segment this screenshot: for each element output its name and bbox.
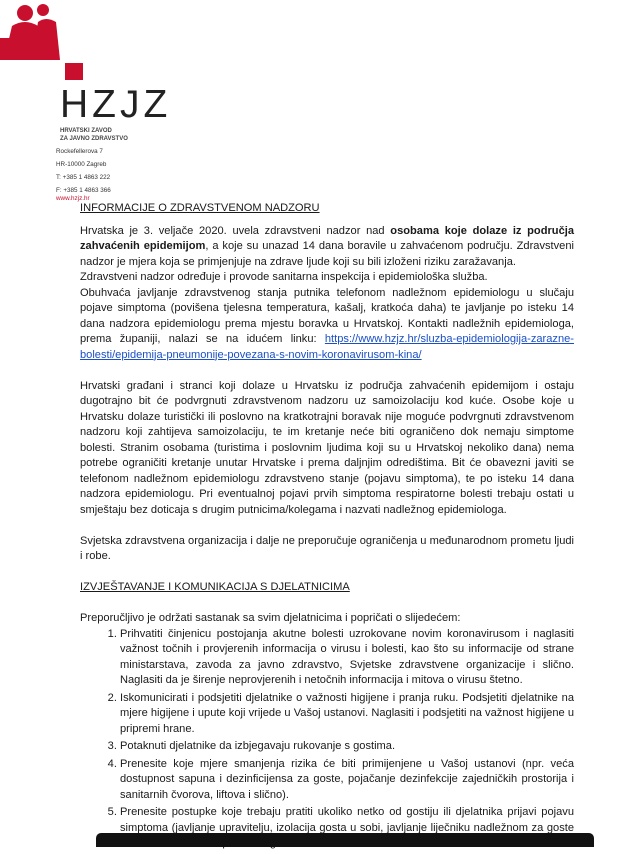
viewer-bottom-bar (96, 833, 594, 847)
hzjz-logo-square (65, 63, 83, 80)
hzjz-logo-figure-icon (0, 0, 60, 60)
section1-title: INFORMACIJE O ZDRAVSTVENOM NADZORU (80, 202, 320, 214)
epidemiologist-contacts-link[interactable]: https://www.hzjz.hr/sluzba-epidemiologija-zarazne-bolesti/epidemija-pneumonije-povezana-s-novim-koronavirusom-kina/ (80, 333, 574, 361)
p1-text-b: , a koje su unazad 14 dana boravile u zahvaćenom području. Zdravstveni nadzor je mjera koja se primjenjuje na zdrave ljude koji su bili izloženi riziku zaražavanja. (80, 240, 574, 268)
paragraph-5: Svjetska zdravstvena organizacija i dalje ne preporučuje ograničenja u međunarodnom prometu ljudi i robe. (80, 534, 574, 562)
p1-bold: osobama koje dolaze iz područja zahvaćenih epidemijom (80, 224, 574, 252)
paragraph-4: Hrvatski građani i stranci koji dolaze u Hrvatsku iz područja zahvaćenih epidemijom i ostaju dugotrajno bit će podvrgnuti zdravstvenom nadzoru uz samoizolaciju kod kuće. Osobe koje u Hrvatsku dolaze turistički ili poslovno na kratkotrajni boravak nije moguće podvrgnuti zdravstvenom nadzoru koji zahtijeva samoizolaciju, te im kretanje neće biti ograničeno dok nemaju simptome bolesti. Stranim osobama (turistima i poslovnim ljudima koji su u Hrvatskoj nekoliko dana) nema potrebe ograničiti kretanje unutar Hrvatske i prema daljnjim odredištima. Bit će obavezni javiti se telefonom nadležnom epidemiologu zdravstveno stanje (pojavu simptoma), te po isteku 14 dana nadzora epidemiologu. Pri eventualnoj pojavi prvih simptoma respiratorne bolesti trebaju ostati u smještaju bez doticaja s drugim putnicima/kolegama i nazvati nadležnog epidemiologa. (80, 379, 574, 516)
street: Rockefellerova 7 (56, 148, 103, 155)
recommendations-list (80, 627, 574, 852)
list-item: 4. Prenesite koje mjere smanjenja rizika će biti primijenjene u Vašoj ustanovi (npr. veća dostupnost sapuna i dezinficijensa za goste, pojačanje dezinfekcije zajedničkih prostorija i sanitarnih čvorova, liftova i slično). (120, 757, 574, 804)
address-block (56, 145, 111, 197)
section2-title: IZVJEŠTAVANJE I KOMUNIKACIJA S DJELATNICIMA (80, 581, 350, 593)
paragraph-3 (80, 286, 574, 364)
document-body (80, 201, 574, 854)
city: HR-10000 Zagreb (56, 161, 107, 168)
brand-name: HZJZ (60, 83, 172, 126)
institute-line-1: HRVATSKI ZAVOD (60, 128, 112, 134)
p3-text: Obuhvaća javljanje zdravstvenog stanja putnika telefonom nadležnom epidemiologu u slučaju pojave simptoma (povišena tjelesna temperatura, kašalj, kratkoća daha) te javljanje po isteku 14 dana nadzora epidemiologu prema mjestu boravka u Hrvatskoj. Kontakti nadležnih epidemiologa, prema županiji, nalazi se na idućem linku: (80, 286, 574, 345)
list-item: 1. Prihvatiti činjenicu postojanja akutne bolesti uzrokovane novim koronavirusom i naglasiti važnost točnih i provjerenih informacija o virusu i bolesti, kao što su informacije od strane ministarstava, zavoda za javno zdravstvo, Svjetske zdravstvene organizacije i slično. Naglasiti da je širenje neprovjerenih i netočnih informacija i mitova o virusu štetno. (120, 627, 574, 689)
section2-intro: Preporučljivo je održati sastanak sa svim djelatnicima i popričati o slijedećem: (80, 612, 461, 624)
paragraph-1 (80, 224, 574, 271)
institute-line-2: ZA JAVNO ZDRAVSTVO (60, 136, 128, 142)
institute-name (60, 127, 128, 143)
paragraph-2: Zdravstveni nadzor određuje i provode sanitarna inspekcija i epidemiološka služba. (80, 271, 488, 283)
website-link[interactable]: www.hzjz.hr (56, 195, 90, 202)
telephone: T: +385 1 4863 222 (56, 174, 111, 181)
list-item: 5. Prenesite postupke koje trebaju pratiti ukoliko netko od gostiju ili djelatnika prijavi pojavu simptoma (javljanje upravitelju, izolacija gosta u sobi, javljanje liječniku nadležnom za goste (120, 805, 574, 852)
list-item: 3. Potaknuti djelatnike da izbjegavaju rukovanje s gostima. (120, 739, 574, 755)
fax: F: +385 1 4863 366 (56, 187, 111, 194)
list-item: 2. Iskomunicirati i podsjetiti djelatnike o važnosti higijene i pranja ruku. Podsjetiti djelatnike na mjere higijene i upute koji vrijede u Vašoj ustanovi. Naglasiti i podsjetiti na važnost higijene u pripremi hrane. (120, 691, 574, 738)
p1-text-a: Hrvatska je 3. veljače 2020. uvela zdravstveni nadzor nad (80, 224, 391, 237)
